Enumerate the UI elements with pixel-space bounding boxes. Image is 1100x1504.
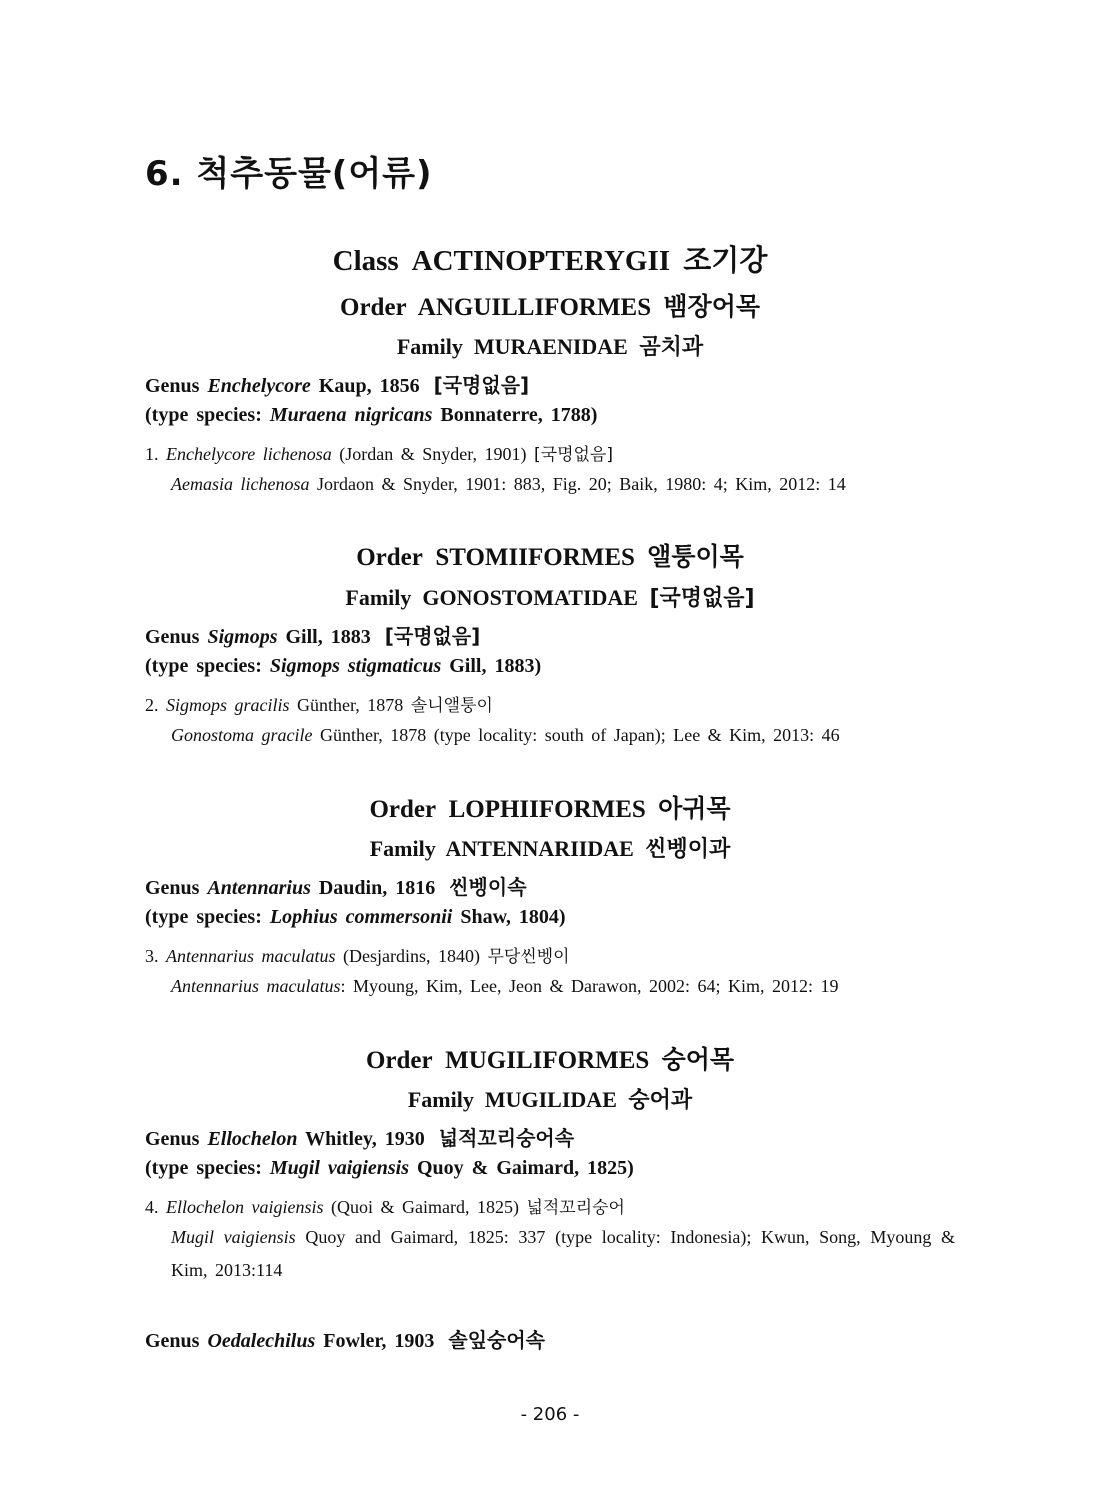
species-entry — [145, 691, 957, 716]
family-name: MURAENIDAE — [473, 334, 628, 359]
family-heading — [0, 1083, 1100, 1114]
type-species-label: (type species: — [145, 906, 262, 928]
species-number: 1. — [145, 444, 159, 464]
genus-prefix: Genus — [145, 626, 200, 648]
family-korean: 곰치과 — [639, 335, 704, 360]
family-heading — [0, 581, 1100, 612]
synonym-line — [171, 970, 955, 1003]
family-prefix: Family — [345, 585, 412, 610]
order-prefix: Order — [369, 796, 437, 823]
family-heading — [0, 330, 1100, 361]
genus-name: Antennarius — [207, 877, 311, 899]
species-authority: (Jordan & Snyder, 1901) — [339, 444, 527, 464]
genus-korean: 넓적꼬리숭어속 — [438, 1126, 575, 1150]
synonym-name: Antennarius maculatus — [171, 976, 341, 996]
family-prefix: Family — [396, 334, 463, 359]
type-species-name: Sigmops stigmaticus — [269, 655, 442, 677]
type-species-line — [145, 1157, 634, 1180]
genus-korean: [국명없음] — [384, 624, 481, 648]
species-authority: (Desjardins, 1840) — [343, 946, 480, 966]
type-species-name: Muraena nigricans — [269, 404, 433, 426]
type-species-name: Lophius commersonii — [269, 906, 453, 928]
genus-korean: 씬벵이속 — [449, 875, 527, 899]
type-species-authority: Bonnaterre, 1788) — [440, 404, 598, 426]
genus-prefix: Genus — [145, 1128, 200, 1150]
chapter-title: 6. 척추동물(어류) — [145, 154, 433, 194]
species-entry — [145, 440, 957, 465]
genus-line — [145, 1122, 574, 1151]
order-heading — [0, 287, 1100, 323]
genus-authority: Daudin, 1816 — [318, 877, 436, 899]
genus-prefix: Genus — [145, 375, 200, 397]
synonym-citation: Quoy and Gaimard, 1825: 337 (type locality: Indonesia); Kwun, Song, Myoung & Kim, 2013:114 — [171, 1227, 955, 1280]
order-korean: 뱀장어목 — [663, 292, 760, 321]
type-species-label: (type species: — [145, 1157, 262, 1179]
type-species-label: (type species: — [145, 655, 262, 677]
type-species-authority: Gill, 1883) — [449, 655, 542, 677]
synonym-line — [171, 1221, 955, 1287]
species-korean: 솔니앨퉁이 — [410, 696, 493, 716]
genus-name: Oedalechilus — [207, 1330, 316, 1352]
genus-line — [145, 620, 480, 649]
species-entry — [145, 1193, 957, 1218]
order-korean: 숭어목 — [661, 1045, 735, 1074]
species-korean: 넓적꼬리숭어 — [526, 1198, 625, 1218]
species-name: Antennarius maculatus — [166, 946, 336, 966]
page-number: - 206 - — [520, 1404, 580, 1425]
family-korean: 씬벵이과 — [645, 837, 731, 862]
order-korean: 아귀목 — [658, 794, 731, 823]
genus-authority: Whitley, 1930 — [305, 1128, 425, 1150]
type-species-label: (type species: — [145, 404, 262, 426]
species-korean: [국명없음] — [534, 445, 613, 465]
family-korean: 숭어과 — [628, 1088, 693, 1113]
species-authority: Günther, 1878 — [297, 695, 404, 715]
synonym-line — [171, 719, 955, 752]
class-korean: 조기강 — [683, 243, 768, 277]
synonym-citation: Jordaon & Snyder, 1901: 883, Fig. 20; Baik, 1980: 4; Kim, 2012: 14 — [309, 474, 846, 494]
family-prefix: Family — [407, 1087, 474, 1112]
order-heading — [0, 789, 1100, 825]
synonym-name: Aemasia lichenosa — [171, 474, 310, 494]
genus-name: Enchelycore — [207, 375, 311, 397]
genus-authority: Kaup, 1856 — [318, 375, 420, 397]
genus-name: Ellochelon — [207, 1128, 298, 1150]
synonym-citation: : Myoung, Kim, Lee, Jeon & Darawon, 2002: 64; Kim, 2012: 19 — [340, 976, 839, 996]
family-prefix: Family — [369, 836, 436, 861]
order-name: LOPHIIFORMES — [448, 796, 646, 823]
species-number: 2. — [145, 695, 159, 715]
species-name: Enchelycore lichenosa — [166, 444, 332, 464]
species-number: 3. — [145, 946, 159, 966]
synonym-citation: Günther, 1878 (type locality: south of Japan); Lee & Kim, 2013: 46 — [312, 725, 840, 745]
type-species-authority: Shaw, 1804) — [460, 906, 566, 928]
genus-line — [145, 1324, 545, 1353]
genus-authority: Fowler, 1903 — [323, 1330, 435, 1352]
genus-korean: [국명없음] — [433, 373, 530, 397]
class-prefix: Class — [332, 245, 399, 277]
order-prefix: Order — [365, 1047, 433, 1074]
synonym-line — [171, 468, 955, 501]
type-species-name: Mugil vaigiensis — [269, 1157, 409, 1179]
type-species-line — [145, 404, 597, 427]
genus-prefix: Genus — [145, 1330, 200, 1352]
type-species-authority: Quoy & Gaimard, 1825) — [417, 1157, 634, 1179]
family-name: GONOSTOMATIDAE — [422, 585, 638, 610]
species-entry — [145, 942, 957, 967]
family-name: ANTENNARIIDAE — [445, 836, 634, 861]
family-name: MUGILIDAE — [484, 1087, 617, 1112]
class-heading — [0, 238, 1100, 279]
order-name: ANGUILLIFORMES — [417, 294, 652, 321]
genus-name: Sigmops — [207, 626, 278, 648]
species-korean: 무당씬벵이 — [487, 947, 570, 967]
order-heading — [0, 1040, 1100, 1076]
order-korean: 앨퉁이목 — [647, 542, 744, 571]
genus-authority: Gill, 1883 — [285, 626, 371, 648]
class-name: ACTINOPTERYGII — [411, 245, 671, 277]
genus-line — [145, 369, 529, 398]
family-korean: [국명없음] — [649, 586, 755, 611]
order-name: MUGILIFORMES — [445, 1047, 650, 1074]
type-species-line — [145, 655, 541, 678]
order-prefix: Order — [356, 544, 423, 571]
species-authority: (Quoi & Gaimard, 1825) — [330, 1197, 519, 1217]
order-heading — [0, 537, 1100, 573]
genus-korean: 솔잎숭어속 — [448, 1328, 545, 1352]
genus-line — [145, 871, 527, 900]
species-number: 4. — [145, 1197, 159, 1217]
species-name: Sigmops gracilis — [166, 695, 290, 715]
family-heading — [0, 832, 1100, 863]
order-name: STOMIIFORMES — [435, 544, 635, 571]
type-species-line — [145, 906, 566, 929]
synonym-name: Mugil vaigiensis — [171, 1227, 296, 1247]
genus-prefix: Genus — [145, 877, 200, 899]
order-prefix: Order — [340, 294, 407, 321]
synonym-name: Gonostoma gracile — [171, 725, 313, 745]
species-name: Ellochelon vaigiensis — [166, 1197, 324, 1217]
